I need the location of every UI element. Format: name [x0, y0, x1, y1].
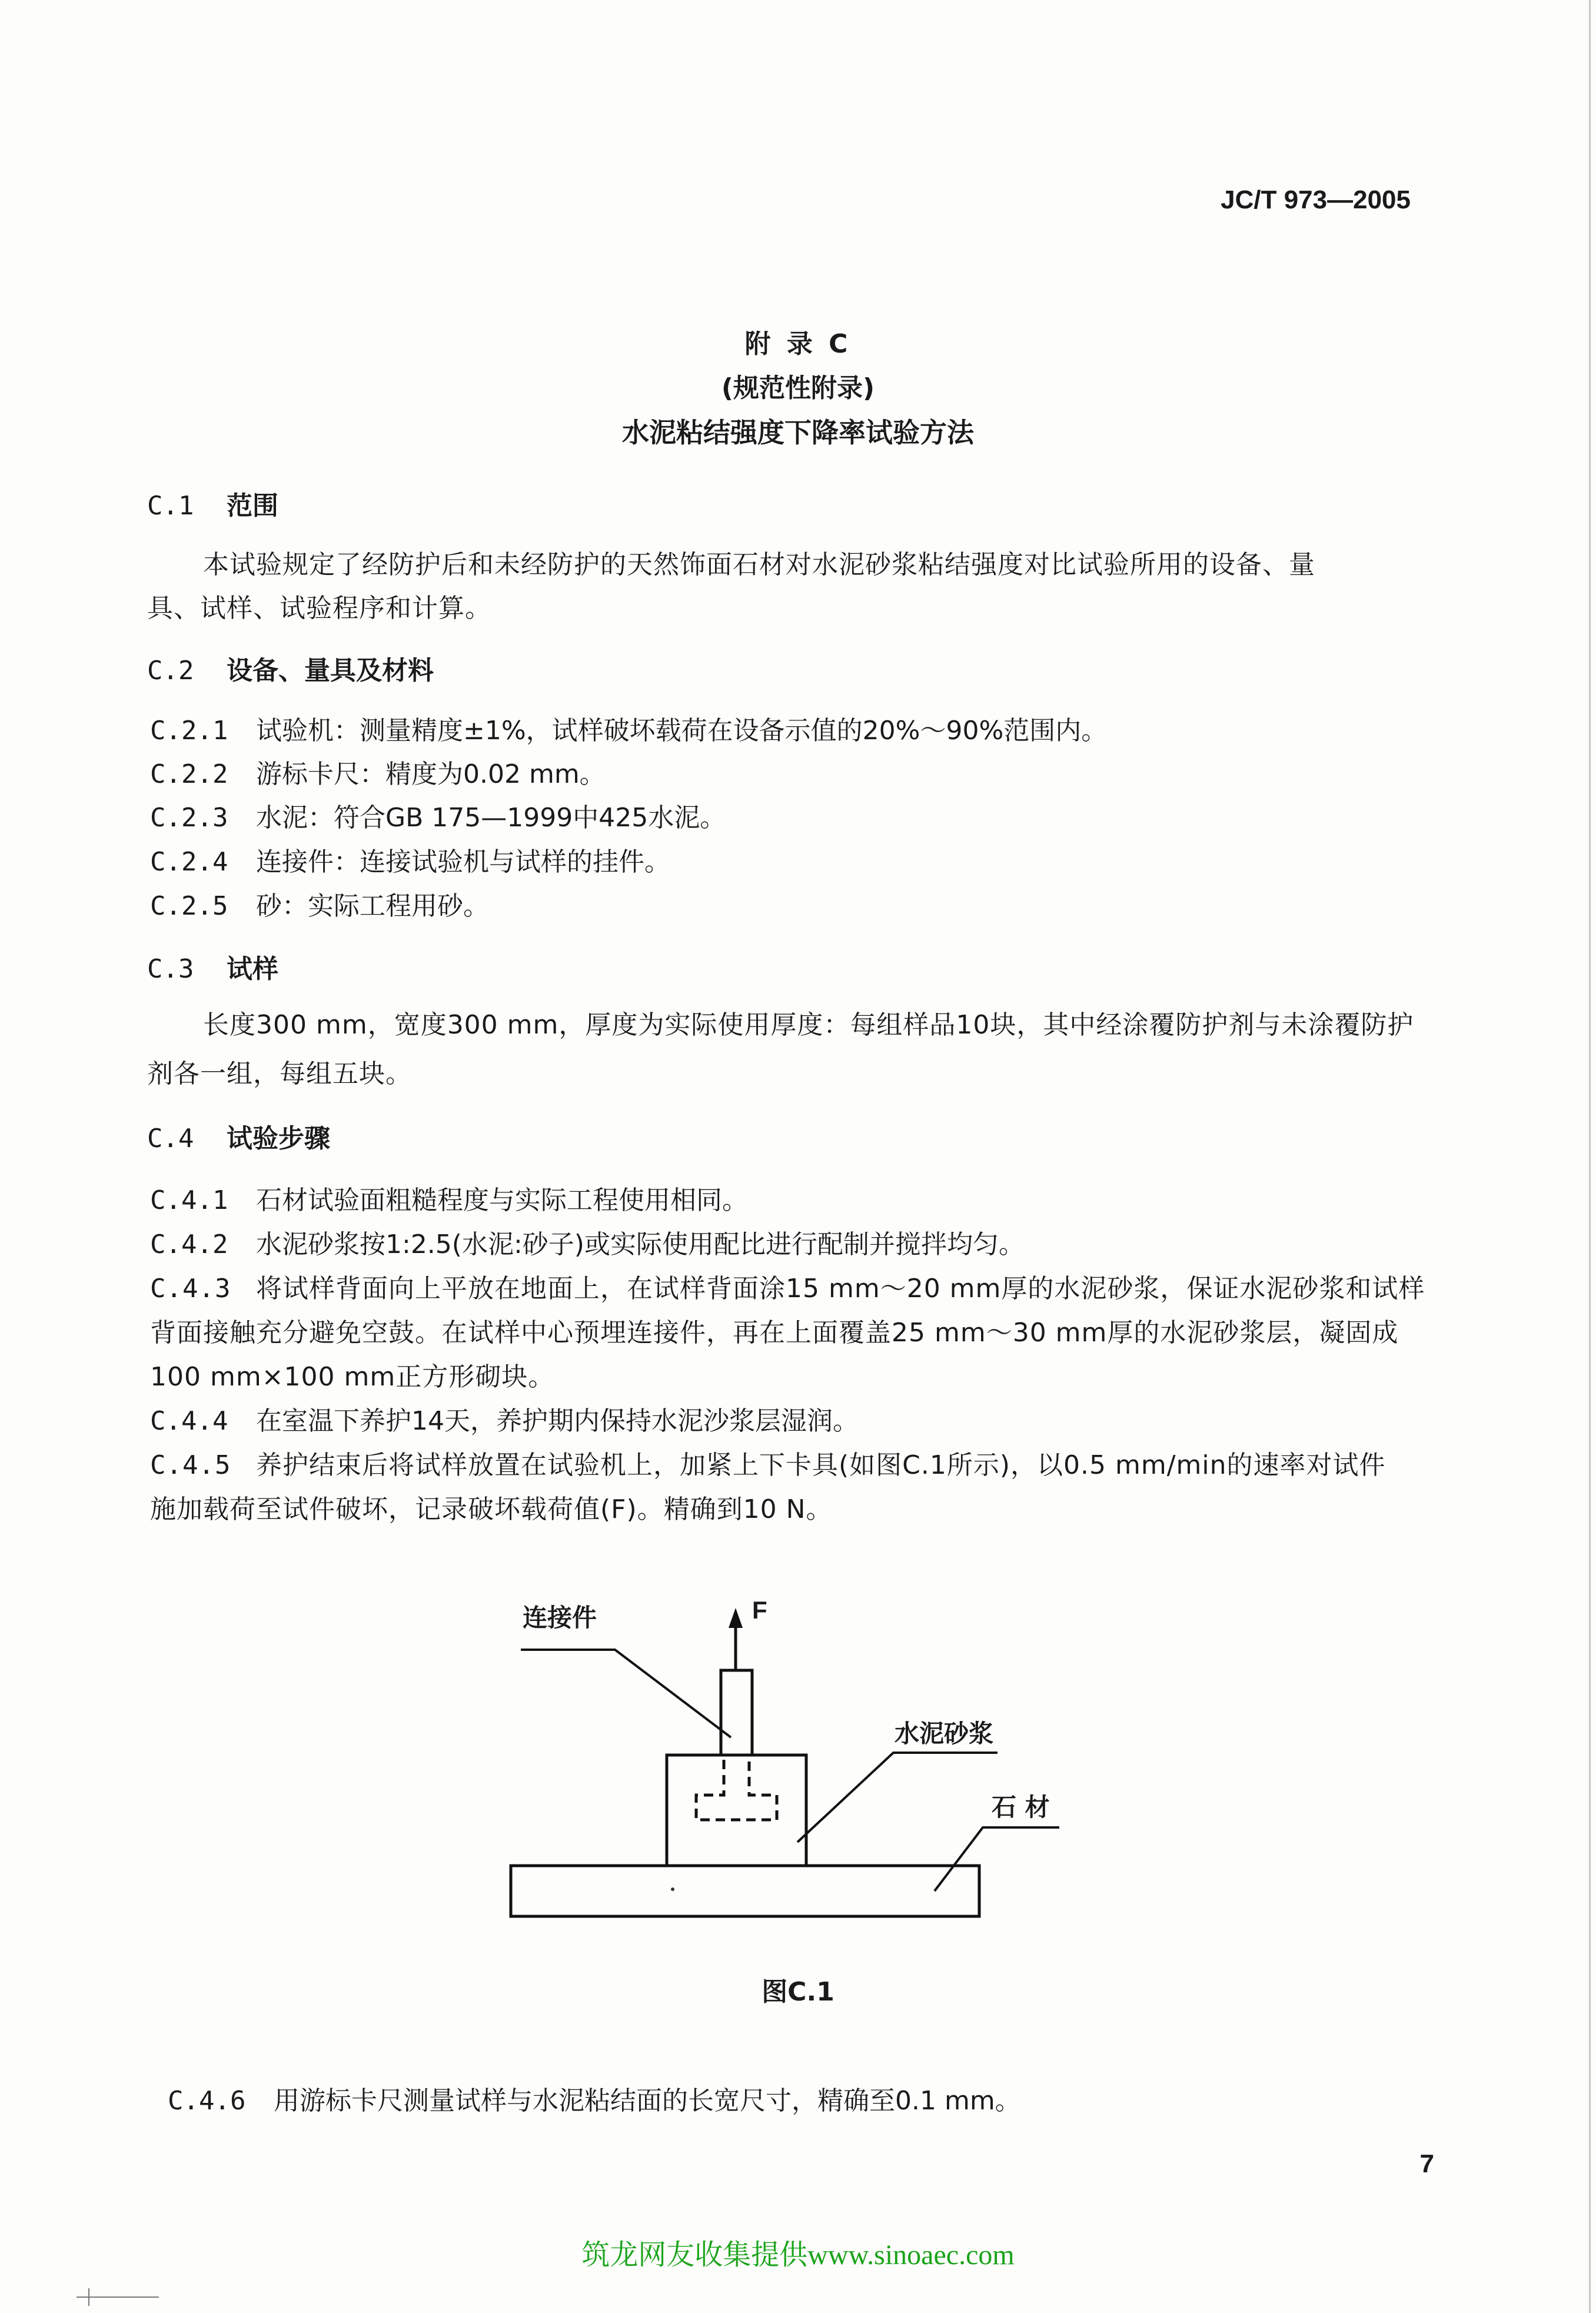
standard-code: JC/T 973—2005 [1221, 185, 1411, 214]
section-title: 试验步骤 [227, 1124, 330, 1154]
c4-3-line2: 背面接触充分避免空鼓。在试样中心预埋连接件，再在上面覆盖25 mm～30 mm厚的水泥砂浆层，凝固成 [150, 1318, 1399, 1348]
item-number: C.4.5 [150, 1450, 231, 1480]
item-number: C.4.3 [150, 1274, 231, 1304]
item-text: 试验机：测量精度±1%，试样破坏载荷在设备示值的20%～90%范围内。 [256, 716, 1108, 746]
appendix-label: 附 录 C [744, 329, 852, 359]
item-number: C.2.3 [150, 803, 228, 833]
item-text: 石材试验面粗糙程度与实际工程使用相同。 [256, 1185, 748, 1215]
c4-5-line2: 施加载荷至试件破坏，记录破坏载荷值(F)。精确到10 N。 [150, 1494, 833, 1524]
section-number: C.4 [147, 1124, 194, 1154]
item-text: 养护结束后将试样放置在试验机上，加紧上下卡具(如图C.1所示)，以0.5 mm/min的速率对试件 [256, 1450, 1386, 1480]
section-title: 试样 [227, 954, 278, 984]
c1-body-line2: 具、试样、试验程序和计算。 [147, 593, 491, 623]
item-number: C.4.6 [168, 2086, 246, 2116]
mortar-block [667, 1755, 806, 1866]
c4-3-line3: 100 mm×100 mm正方形砌块。 [150, 1362, 555, 1392]
item-number: C.2.5 [150, 891, 228, 921]
appendix-type: (规范性附录) [721, 373, 875, 403]
item-text: 在室温下养护14天，养护期内保持水泥沙浆层湿润。 [256, 1406, 859, 1436]
connector-rod [721, 1670, 752, 1755]
label-force: F [752, 1596, 767, 1624]
c3-body-line2: 剂各一组，每组五块。 [147, 1059, 412, 1089]
section-number: C.3 [147, 954, 194, 984]
figure-caption: 图C.1 [762, 1977, 834, 2007]
label-mortar: 水泥砂浆 [895, 1719, 994, 1748]
c3-body-line1: 长度300 mm，宽度300 mm，厚度为实际使用厚度：每组样品10块，其中经涂覆防护剂与未涂覆防护 [203, 1010, 1414, 1040]
item-number: C.2.4 [150, 847, 228, 877]
page-right-border [1589, 0, 1591, 2313]
label-connector: 连接件 [523, 1603, 597, 1632]
item-text: 砂：实际工程用砂。 [256, 891, 489, 921]
label-stone: 石 材 [992, 1793, 1050, 1822]
item-number: C.4.4 [150, 1406, 228, 1436]
source-watermark: 筑龙网友收集提供www.sinoaec.com [581, 2239, 1015, 2271]
section-number: C.2 [147, 656, 194, 686]
scan-edge-tick [88, 2288, 89, 2306]
leader-stone [935, 1827, 1059, 1891]
scan-speck [671, 1887, 674, 1891]
section-number: C.1 [147, 491, 194, 521]
item-c4-6 [168, 2088, 1021, 2114]
leader-connector [521, 1650, 731, 1737]
item-text: 用游标卡尺测量试样与水泥粘结面的长宽尺寸，精确至0.1 mm。 [274, 2086, 1021, 2116]
item-text: 水泥：符合GB 175—1999中425水泥。 [256, 803, 726, 833]
embedded-connector [696, 1760, 777, 1820]
item-text: 连接件：连接试验机与试样的挂件。 [256, 847, 670, 877]
c1-body-line1: 本试验规定了经防护后和未经防护的天然饰面石材对水泥砂浆粘结强度对比试验所用的设备、量 [203, 550, 1315, 580]
page-number: 7 [1419, 2149, 1434, 2178]
appendix-title: 水泥粘结强度下降率试验方法 [622, 417, 974, 448]
force-arrow-head [729, 1608, 743, 1628]
stone-slab [511, 1866, 979, 1916]
item-text: 水泥砂浆按1:2.5(水泥:砂子)或实际使用配比进行配制并搅拌均匀。 [256, 1229, 1025, 1259]
item-number: C.2.1 [150, 716, 228, 746]
item-number: C.4.2 [150, 1229, 228, 1259]
section-title: 范围 [227, 491, 278, 521]
item-number: C.2.2 [150, 759, 228, 789]
item-text: 将试样背面向上平放在地面上，在试样背面涂15 mm～20 mm厚的水泥砂浆，保证水泥砂浆和试样 [256, 1274, 1425, 1304]
item-number: C.4.1 [150, 1185, 228, 1215]
section-title: 设备、量具及材料 [227, 656, 434, 686]
item-text: 游标卡尺：精度为0.02 mm。 [256, 759, 606, 789]
leader-mortar [797, 1753, 998, 1842]
